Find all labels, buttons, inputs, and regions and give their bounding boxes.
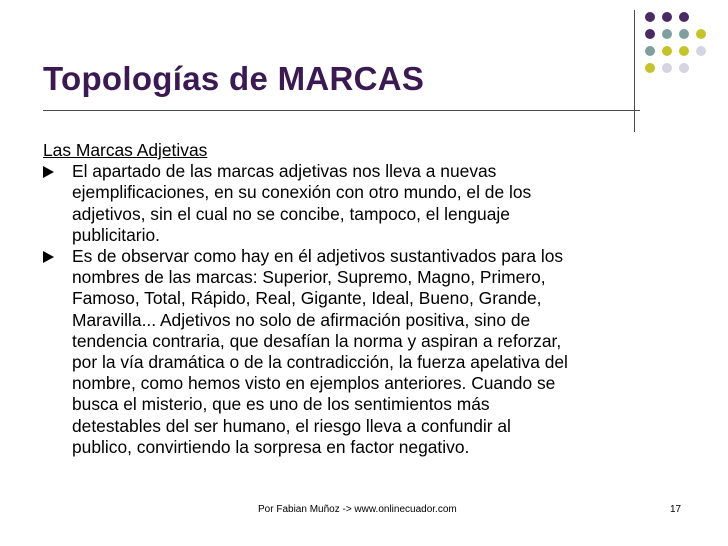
slide-title: Topologías de MARCAS <box>43 60 425 97</box>
decorative-dot <box>645 46 655 56</box>
bullet-arrow-icon <box>43 251 54 263</box>
bullet-line: nombres de las marcas: Superior, Supremo, Magno, Primero, <box>72 267 546 288</box>
bullet-line: El apartado de las marcas adjetivas nos lleva a nuevas <box>72 161 497 182</box>
decorative-dot <box>679 63 689 73</box>
bullet-line: Maravilla... Adjetivos no solo de afirmación positiva, sino de <box>72 309 531 330</box>
slide-footer <box>0 501 728 521</box>
page-number: 17 <box>670 504 682 515</box>
bullet-line: publico, convirtiendo la sorpresa en factor negativo. <box>72 436 470 457</box>
decorative-dot <box>645 29 655 39</box>
decorative-dot <box>645 63 655 73</box>
footer-credit: Por Fabian Muñoz -> www.onlinecuador.com <box>258 504 457 515</box>
decorative-dot <box>679 29 689 39</box>
decorative-dot <box>662 29 672 39</box>
bullet-line: Famoso, Total, Rápido, Real, Gigante, Ideal, Bueno, Grande, <box>72 288 542 309</box>
decorative-dot <box>696 29 706 39</box>
decorative-dot <box>662 46 672 56</box>
decorative-dot <box>662 12 672 22</box>
bullet-line: busca el misterio, que es uno de los sentimientos más <box>72 394 490 415</box>
bullet-line: nombre, como hemos visto en ejemplos anteriores. Cuando se <box>72 373 556 394</box>
bullet-item <box>43 246 683 458</box>
bullet-line: ejemplificaciones, en su conexión con otro mundo, el de los <box>72 182 532 203</box>
bullet-arrow-icon <box>43 166 54 178</box>
bullet-line: publicitario. <box>72 224 160 245</box>
vertical-divider <box>634 10 635 132</box>
bullet-line: adjetivos, sin el cual no se concibe, tampoco, el lenguaje <box>72 203 510 224</box>
subheading: Las Marcas Adjetivas <box>43 140 208 160</box>
bullet-line: por la vía dramática o de la contradicción, la fuerza apelativa del <box>72 352 568 373</box>
decorative-dot <box>696 46 706 56</box>
decorative-dot <box>645 12 655 22</box>
bullet-item <box>43 161 683 246</box>
decorative-dot <box>679 46 689 56</box>
bullet-line: tendencia contraria, que desafían la norma y aspiran a reforzar, <box>72 330 562 351</box>
slide-body <box>43 140 683 458</box>
bullet-line: detestables del ser humano, el riesgo lleva a confundir al <box>72 415 511 436</box>
title-divider <box>43 110 640 111</box>
decorative-dot <box>662 63 672 73</box>
bullet-line: Es de observar como hay en él adjetivos sustantivados para los <box>72 246 564 267</box>
decorative-dot <box>679 12 689 22</box>
